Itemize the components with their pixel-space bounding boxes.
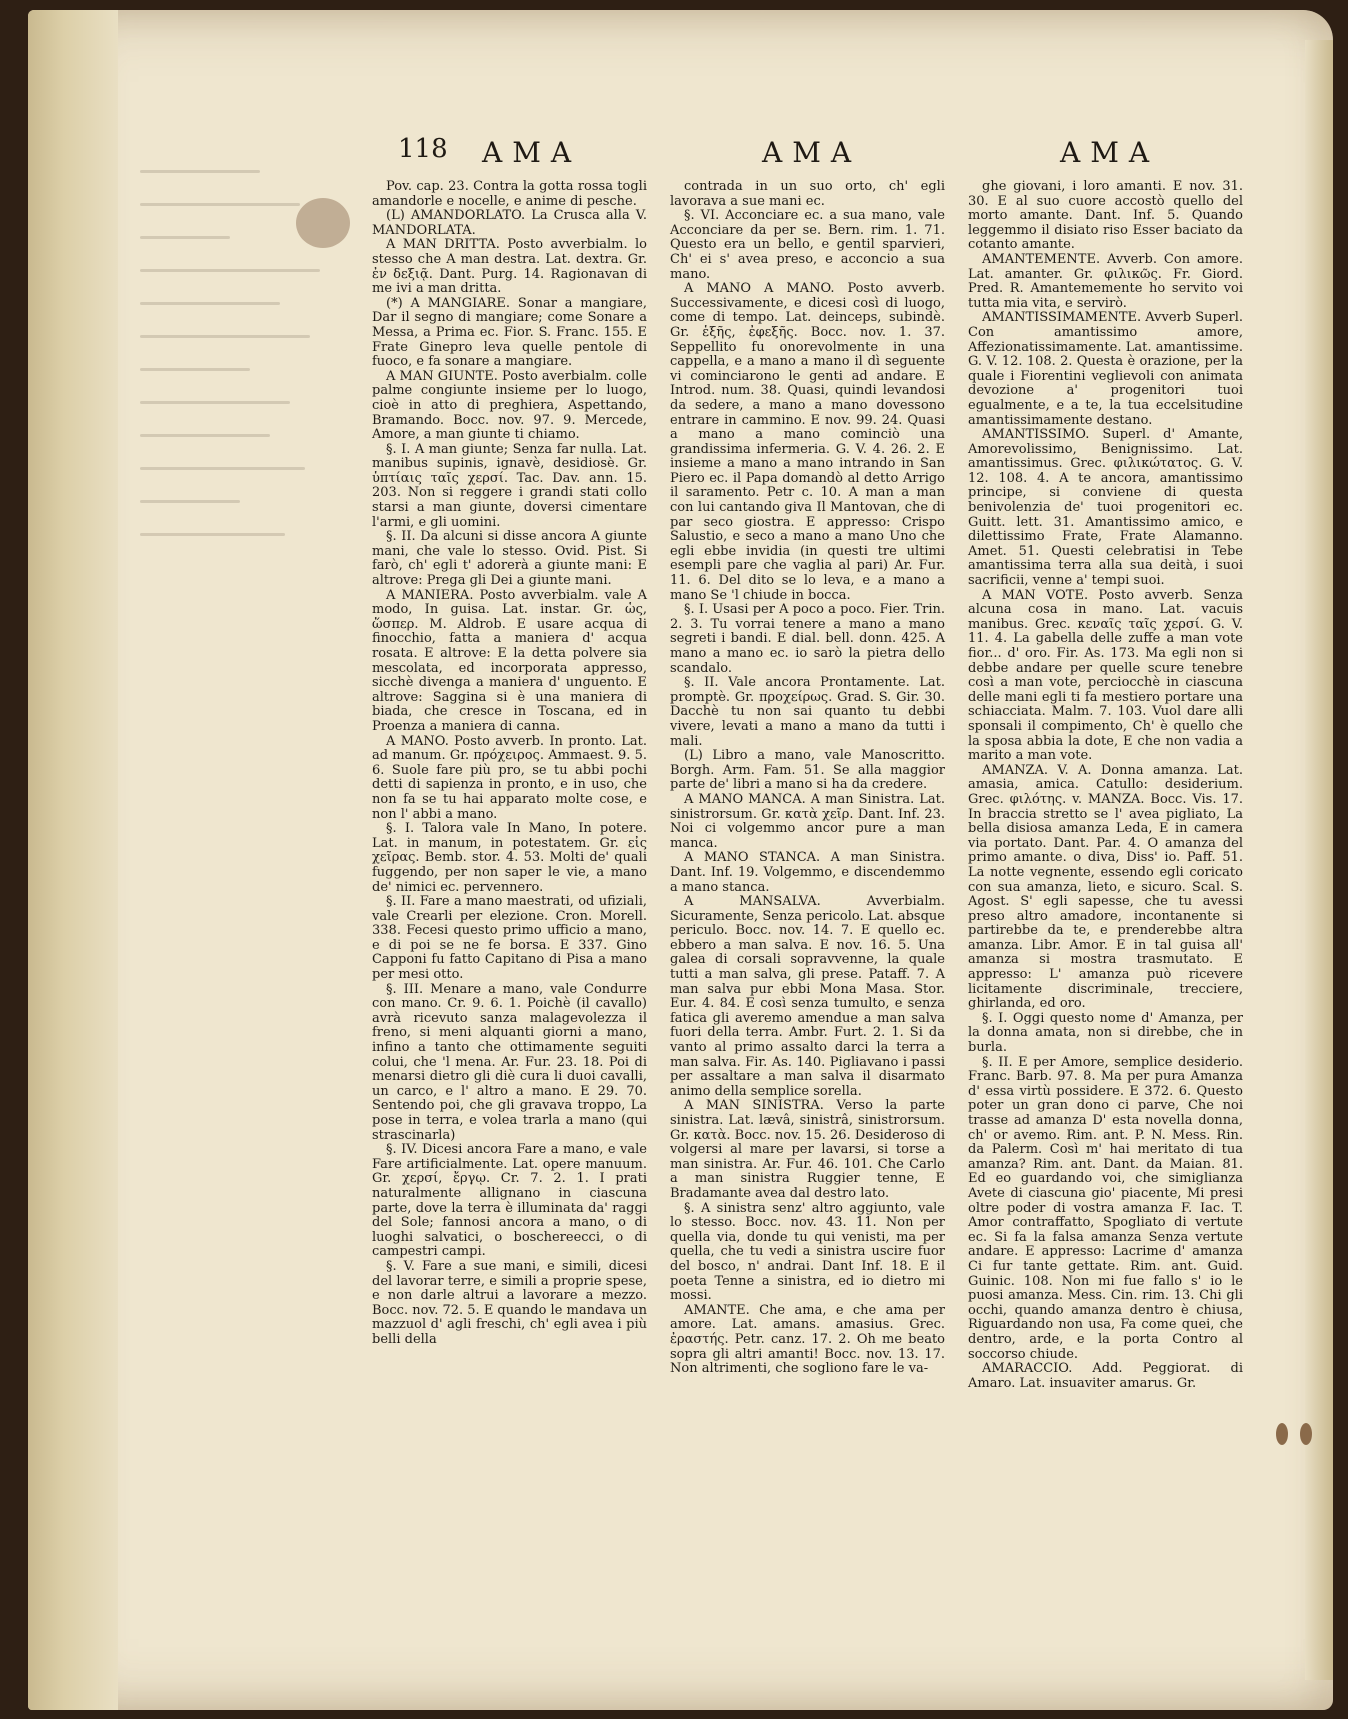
dictionary-entry: AMANTISSIMAMENTE. Avverb Superl. Con amantissimo amore, Affezionatissimamente. Lat. amantissime. G. V. 12. 108. 2. Questa è orazione, per la quale i Fiorentini veglievoli con animata devozione a' progenitori tuoi egualmente, e a te, la tua eccelsitudine amantissimamente destano.: [968, 310, 1243, 428]
dictionary-entry: §. V. Fare a sue mani, e simili, dicesi del lavorar terre, e simili a proprie spese, e non darle altrui a lavorare a mezzo. Bocc. nov. 72. 5. E quando le mandava un mazzuol d' agli freschi, ch' egli avea i più belli della: [372, 1258, 648, 1347]
running-head-left: AMA: [482, 136, 582, 169]
dictionary-entry: AMANTISSIMO. Superl. d' Amante, Amorevolissimo, Benignissimo. Lat. amantissimus. Grec. φιλικώτατος. G. V. 12. 108. 4. A te ancora, amantissimo principe, si conviene di questa benivolenzia de' tuoi progenitori ec. Guitt. lett. 31. Amantissimo amico, e dilettissimo Frate, Frate Alamanno. Amet. 51. Questi celebratisi in Tebe amantissima terra alla sua deità, i suoi sacrificii, venne a' tempi suoi.: [968, 427, 1243, 589]
page-gutter-edge: [28, 10, 118, 1710]
dictionary-entry: A MANSALVA. Avverbialm. Sicuramente, Senza pericolo. Lat. absque periculo. Bocc. nov. 14. 7. E quello ec. ebbero a man salva. E nov. 16. 5. Una galea di corsali sopravvenne, la quale tutti a man salva, gli prese. Pataff. 7. A man salva pur ebbi Mona Masa. Stor. Eur. 4. 84. E così senza tumulto, e senza fatica gli averemo amendue a man salva fuori della terra. Ambr. Furt. 2. 1. Si da vanto al primo assalto darci la terra a man salva. Fir. As. 140. Pigliavano i passi per assaltare a man salva il disarmato animo della semplice sorella.: [670, 894, 945, 1099]
dictionary-entry: contrada in un suo orto, ch' egli lavorava a sue mani ec.: [670, 179, 945, 209]
running-head-center: AMA: [762, 136, 862, 169]
dictionary-entry: A MAN VOTE. Posto avverb. Senza alcuna cosa in mano. Lat. vacuis manibus. Grec. κεναῖς ταῖς χερσί. G. V. 11. 4. La gabella delle zuffe a man vote fior... d' oro. Fir. As. 173. Ma egli non si debbe andare per quelle scure tenebre così a man vote, perciocchè in ciascuna delle mani egli ti fa mestiero portare una schiacciata. Malm. 7. 103. Vuol dare alli sponsali il compimento, Ch' è quello che la sposa abbia la dote, E che non vadia a marito a man vote.: [968, 587, 1243, 764]
dictionary-entry: §. A sinistra senz' altro aggiunto, vale lo stesso. Bocc. nov. 43. 11. Non per quella via, donde tu qui venisti, ma per quella, che tu vedi a sinistra uscire fuor del bosco, n' andrai. Dant Inf. 18. E il poeta Tenne a sinistra, ed io dietro mi mossi.: [670, 1200, 945, 1304]
text-column-1: [372, 180, 647, 1348]
bleed-through-handwriting: [140, 140, 370, 1040]
dictionary-entry: A MANO. Posto avverb. In pronto. Lat. ad manum. Gr. πρόχειρος. Ammaest. 9. 5. 6. Suole fare più pro, se tu abbi pochi detti di sapienza in pronto, e in uso, che non fa se tu hai apparato molte cose, e non l' abbi a mano.: [372, 733, 647, 822]
dictionary-entry: §. VI. Acconciare ec. a sua mano, vale Acconciare da per se. Bern. rim. 1. 71. Questo era un bello, e gentil sparvieri, Ch' ei s' avea preso, e acconcio a sua mano.: [670, 208, 945, 282]
dictionary-entry: §. I. Talora vale In Mano, In potere. Lat. in manum, in potestatem. Gr. εἰς χεῖρας. Bemb. stor. 4. 53. Molti de' quali fuggendo, per non saper le vie, a mano de' nimici ec. pervennero.: [372, 821, 647, 895]
dictionary-entry: §. II. E per Amore, semplice desiderio. Franc. Barb. 97. 8. Ma per pura Amanza d' essa virtù possidere. E 372. 6. Questo poter un gran dono ci parve, Che noi trasse ad amanza D' esta novella donna, ch' or avemo. Rim. ant. P. N. Mess. Rin. da Palerm. Così m' hai meritato di tua amanza? Rim. ant. Dant. da Maian. 81. Ed eo guardando voi, che simiglianza Avete di ciascuna gio' piacente, Mi presi oltre poder di vostra amanza F. Iac. T. Amor contraffatto, Spogliato di vertute ec. Si fa la falsa amanza Senza vertute andare. E appresso: Lacrime d' amanza Ci fur tante gettate. Rim. ant. Guid. Guinic. 108. Non mi fue fallo s' io le puosi amanza. Mess. Cin. rim. 13. Chi gli occhi, quando amanza dentro è chiusa, Riguardando non usa, Fa come quei, che dentro, arde, e la porta Contro al soccorso chiude.: [968, 1054, 1243, 1362]
dictionary-entry: (L) AMANDORLATO. La Crusca alla V. MANDORLATA.: [372, 208, 647, 238]
dictionary-entry: A MANO STANCA. A man Sinistra. Dant. Inf. 19. Volgemmo, e discendemmo a mano stanca.: [670, 850, 945, 895]
dictionary-entry: §. II. Da alcuni si disse ancora A giunte mani, che vale lo stesso. Ovid. Pist. Si farò, ch' egli t' adorerà a giunte mani: E altrove: Prega gli Dei a giunte mani.: [372, 529, 647, 589]
dictionary-entry: A MAN SINISTRA. Verso la parte sinistra. Lat. lævâ, sinistrâ, sinistrorsum. Gr. κατὰ. Bocc. nov. 15. 26. Desideroso di volgersi al mare per lavarsi, si torse a man sinistra. Ar. Fur. 46. 101. Che Carlo a man sinistra Ruggier tenne, E Bradamante avea dal destro lato.: [670, 1098, 945, 1201]
dictionary-entry: A MANO A MANO. Posto avverb. Successivamente, e dicesi così di luogo, come di tempo. Lat. deinceps, subindè. Gr. ἑξῆς, ἐφεξῆς. Bocc. nov. 1. 37. Seppellito fu onorevolmente in una cappella, e a mano a mano il dì seguente vi cominciarono le genti ad andare. E Introd. num. 38. Quasi, quindi levandosi da sedere, a mano a mano dovessono entrare in cammino. E nov. 99. 24. Quasi a mano a mano cominciò una grandissima infermeria. G. V. 4. 26. 2. E insieme a mano a mano intrando in San Piero ec. il Papa domandò al detto Arrigo il saramento. Petr c. 10. A man a man con lui cantando giva Il Mantovan, che di par seco giostra. E appresso: Crispo Salustio, e seco a mano a mano Uno che egli ebbe invidia (in questi tre ultimi esempli pare che vaglia al pari) Ar. Fur. 11. 6. Del dito se lo leva, e a mano a mano Se 'l chiude in bocca.: [670, 281, 945, 603]
dictionary-entry: §. I. Oggi questo nome d' Amanza, per la donna amata, non si direbbe, che in burla.: [968, 1010, 1243, 1056]
text-column-3: [968, 180, 1243, 1391]
dictionary-entry: (L) Libro a mano, vale Manoscritto. Borgh. Arm. Fam. 51. Se alla maggior parte de' libri a mano si ha da credere.: [670, 748, 945, 793]
page-number: 118: [398, 134, 448, 164]
dictionary-entry: (*) A MANGIARE. Sonar a mangiare, Dar il segno di mangiare; come Sonare a Messa, a Prima ec. Fior. S. Franc. 155. E Frate Ginepro leva quelle pentole di fuoco, e fa sonare a mangiare.: [372, 295, 647, 370]
dictionary-entry: §. IV. Dicesi ancora Fare a mano, e vale Fare artificialmente. Lat. opere manuum. Gr. χερσί, ἔργῳ. Cr. 7. 2. 1. I prati naturalmente allignano in ciascuna parte, dove la terra è illuminata da' raggi del Sole; fannosi ancora a mano, o di luoghi salvatici, o boschereecci, o di campestri campi.: [372, 1142, 647, 1260]
dictionary-entry: §. III. Menare a mano, vale Condurre con mano. Cr. 9. 6. 1. Poichè (il cavallo) avrà ricevuto sanza malagevolezza il freno, si meni alquanti giorni a mano, infino a tanto che ottimamente seguiti colui, che 'l mena. Ar. Fur. 23. 18. Poi di menarsi dietro gli diè cura li duoi cavalli, un carco, e l' altro a mano. E 29. 70. Sentendo poi, che gli gravava troppo, La pose in terra, e volea trarla a mano (qui strascinarla): [372, 981, 647, 1143]
dictionary-entry: ghe giovani, i loro amanti. E nov. 31. 30. E al suo cuore accostò quello del morto amante. Dant. Inf. 5. Quando leggemmo il disiato riso Esser baciato da cotanto amante.: [968, 179, 1243, 253]
binding-hole: [1300, 1423, 1312, 1445]
dictionary-entry: AMANTEMENTE. Avverb. Con amore. Lat. amanter. Gr. φιλικῶς. Fr. Giord. Pred. R. Amantememente ho servito voi tutta mia vita, e servirò.: [968, 251, 1243, 311]
dictionary-entry: A MANIERA. Posto avverbialm. vale A modo, In guisa. Lat. instar. Gr. ὡς, ὥσπερ. M. Aldrob. E usare acqua di finocchio, fatta a maniera d' acqua rosata. E altrove: E la detta polvere sia mescolata, ed incorporata appresso, sicchè divenga a maniera d' unguento. E altrove: Saggina si è una maniera di biada, che cresce in Toscana, ed in Proenza a maniera di canna.: [372, 587, 647, 734]
dictionary-entry: §. II. Fare a mano maestrati, od ufiziali, vale Crearli per elezione. Cron. Morell. 338. Fecesi questo primo ufficio a mano, e di poi se ne fe borsa. E 337. Gino Capponi fu fatto Capitano di Pisa a mano per mesi otto.: [372, 894, 647, 983]
binding-hole: [1276, 1423, 1288, 1445]
dictionary-entry: AMANZA. V. A. Donna amanza. Lat. amasia, amica. Catullo: desiderium. Grec. φιλότης. v. MANZA. Bocc. Vis. 17. In braccia stretto se l' avea pigliato, La bella disiosa amanza Leda, E in camera via portato. Dant. Par. 4. O amanza del primo amante. o diva, Diss' io. Paff. 51. La notte vegnente, essendo egli coricato con sua amanza, lieto, e sicuro. Scal. S. Agost. S' egli sapesse, che tu avessi preso altro amadore, incontanente si partirebbe da te, e prenderebbe altra amanza. Libr. Amor. E in tal guisa all' amanza si mostra trasmutato. E appresso: L' amanza può ricevere licitamente discriminale, trecciere, ghirlanda, ed oro.: [968, 762, 1243, 1012]
dictionary-entry: §. I. Usasi per A poco a poco. Fier. Trin. 2. 3. Tu vorrai tenere a mano a mano segreti i bandi. E dial. bell. donn. 425. A mano a mano ec. io sarò la pietra dello scandalo.: [670, 602, 945, 676]
dictionary-entry: Pov. cap. 23. Contra la gotta rossa togli amandorle e nocelle, e anime di pesche.: [372, 179, 647, 209]
dictionary-entry: A MAN DRITTA. Posto avverbialm. lo stesso che A man destra. Lat. dextra. Gr. ἐν δεξιᾷ. Dant. Purg. 14. Ragionavan di me ivi a man dritta.: [372, 237, 647, 297]
dictionary-entry: AMANTE. Che ama, e che ama per amore. Lat. amans. amasius. Grec. ἐραστής. Petr. canz. 17. 2. Oh me beato sopra gli altri amanti! Bocc. nov. 13. 17. Non altrimenti, che sogliono fare le va-: [670, 1302, 945, 1377]
running-head-right: AMA: [1060, 136, 1160, 169]
dictionary-entry: §. I. A man giunte; Senza far nulla. Lat. manibus supinis, ignavè, desidiosè. Gr. ὑπτίαις ταῖς χερσί. Tac. Dav. ann. 15. 203. Non si reggere i grandi stati collo starsi a man giunte, doversi cimentare l'armi, e gli uomini.: [372, 441, 647, 530]
dictionary-entry: A MAN GIUNTE. Posto averbialm. colle palme congiunte insieme per lo luogo, cioè in atto di preghiera, Aspettando, Bramando. Bocc. nov. 97. 9. Mercede, Amore, a man giunte ti chiamo.: [372, 368, 648, 443]
dictionary-entry: §. II. Vale ancora Prontamente. Lat. promptè. Gr. προχείρως. Grad. S. Gir. 30. Dacchè tu non sai quanto tu debbi vivere, levati a mano a mano da tutti i mali.: [670, 675, 945, 749]
dictionary-entry: AMARACCIO. Add. Peggiorat. di Amaro. Lat. insuaviter amarus. Gr.: [968, 1361, 1243, 1391]
text-column-2: [670, 180, 945, 1377]
dictionary-entry: A MANO MANCA. A man Sinistra. Lat. sinistrorsum. Gr. κατὰ χεῖρ. Dant. Inf. 23. Noi ci volgemmo ancor pure a man manca.: [670, 791, 945, 851]
